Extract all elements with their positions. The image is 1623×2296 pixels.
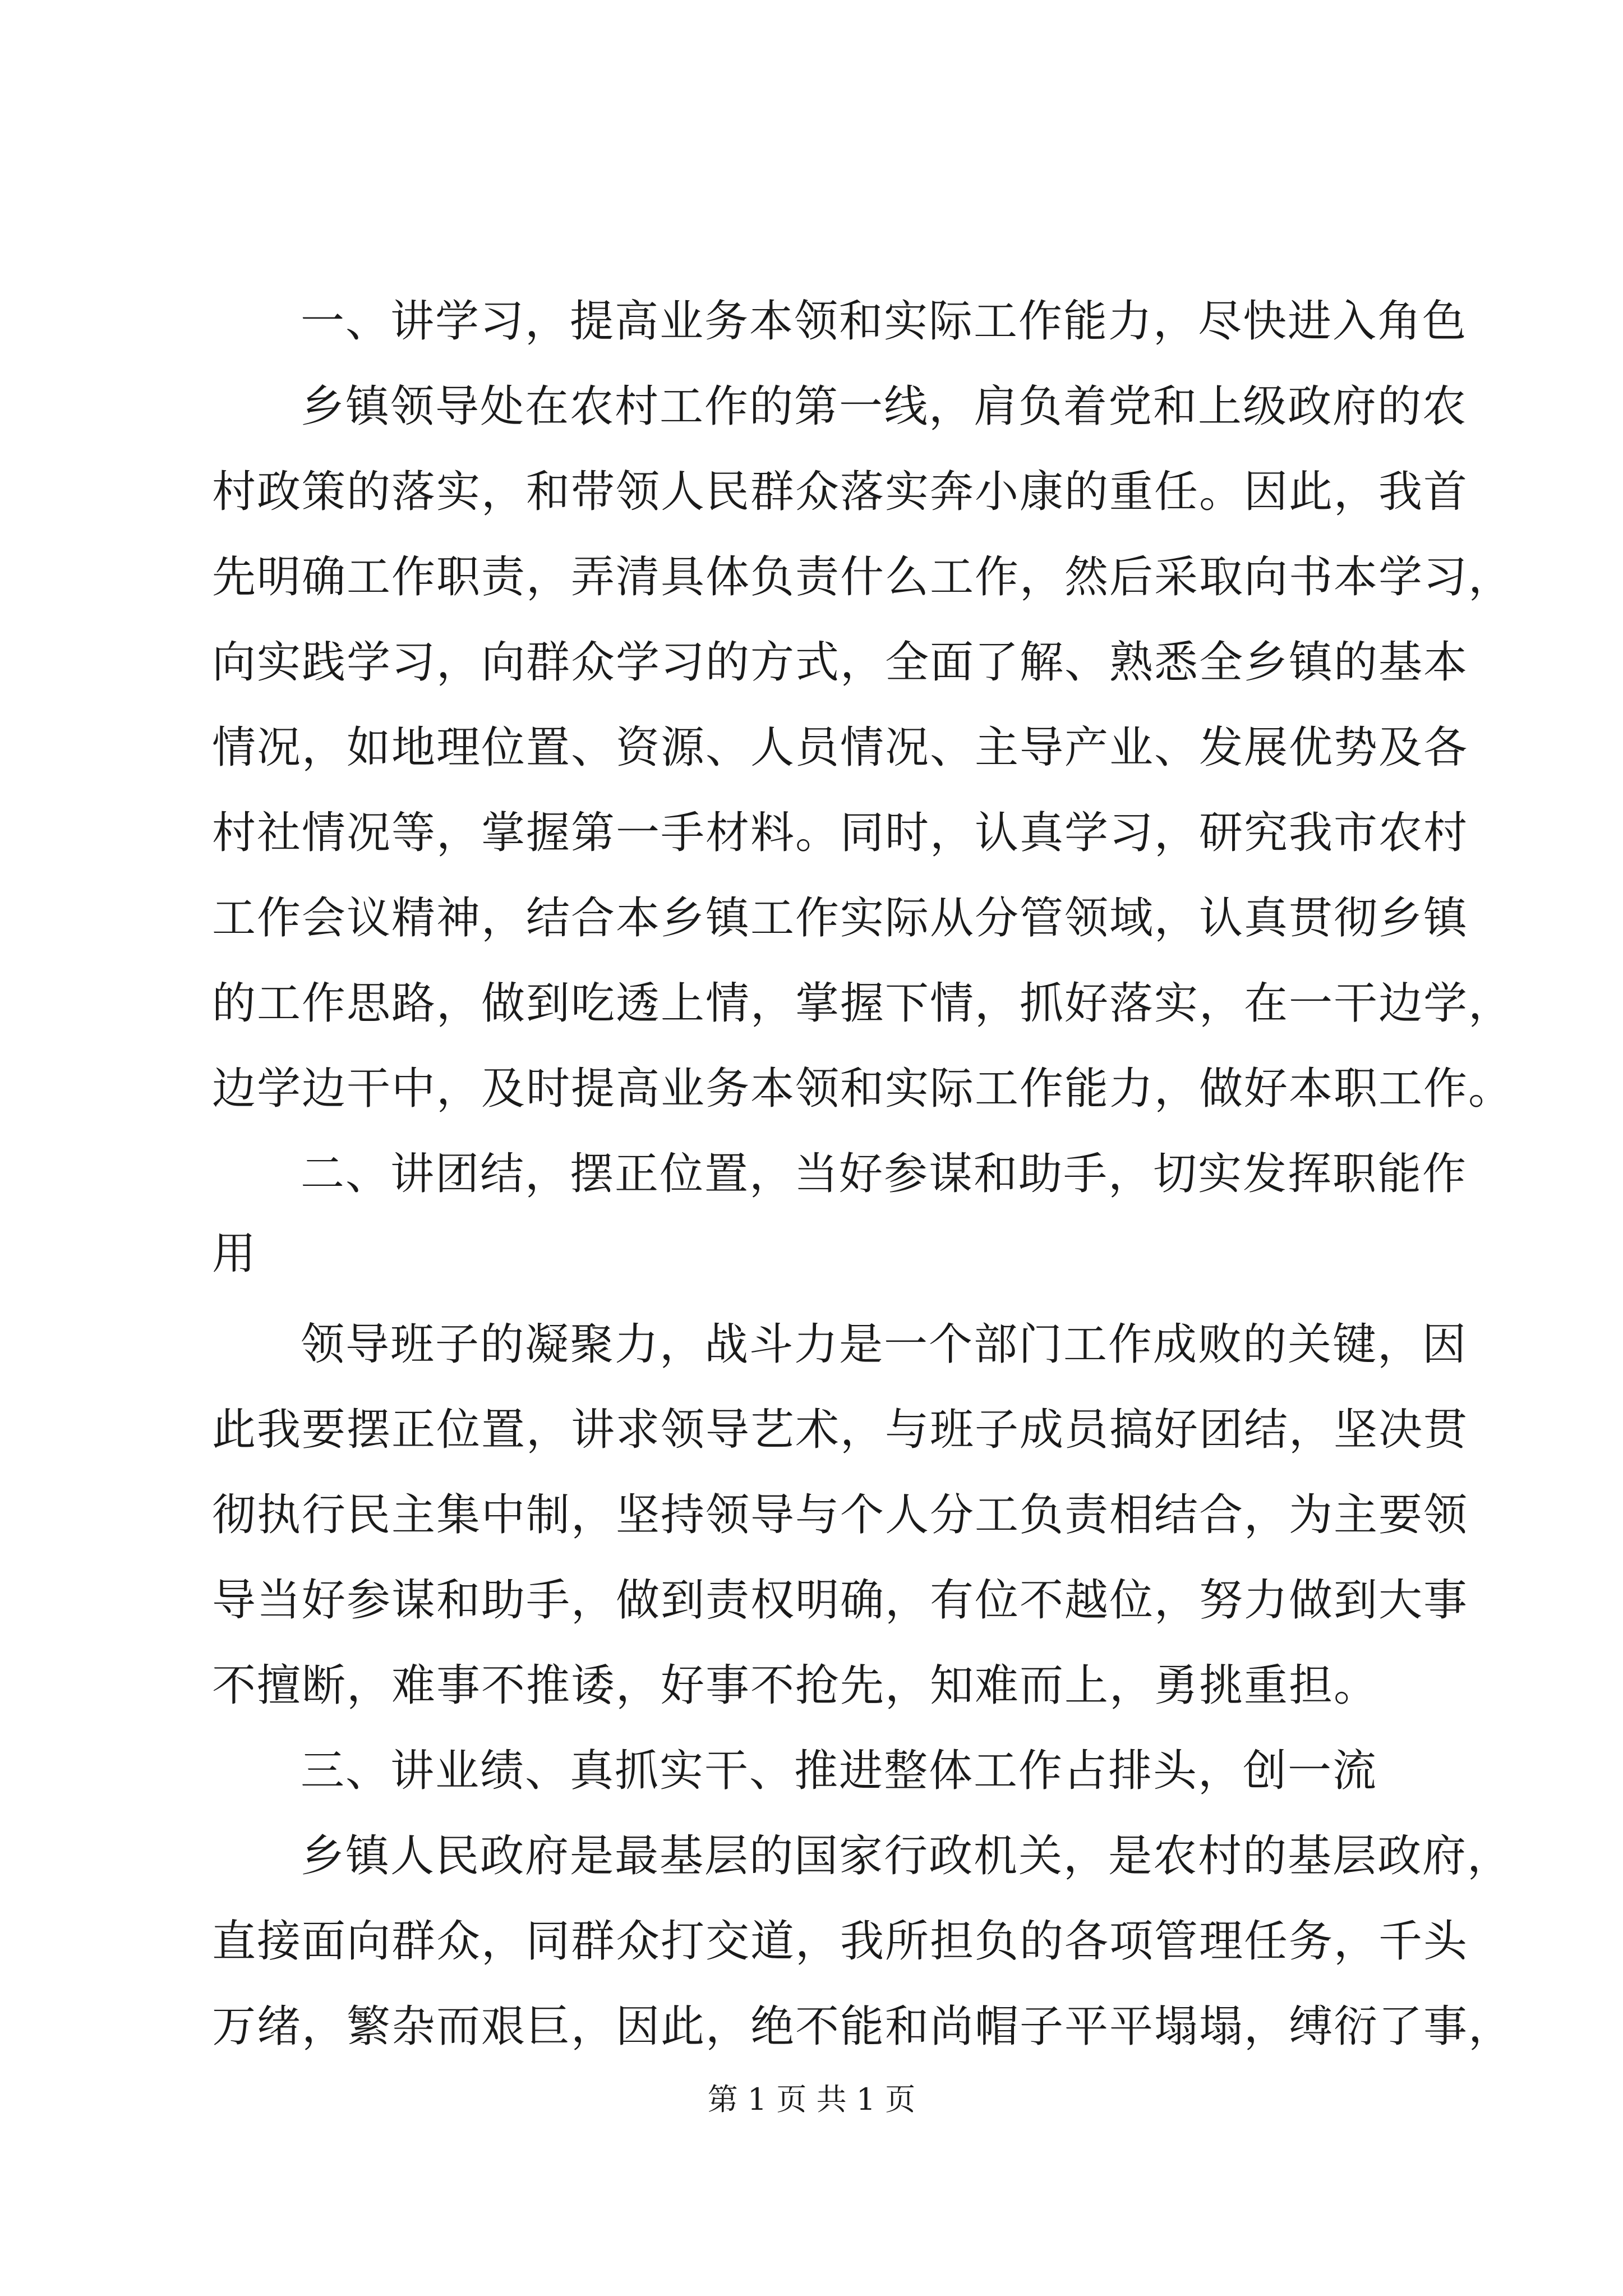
paragraph-line: 村社情况等，掌握第一手材料。同时，认真学习，研究我市农村: [212, 808, 1469, 858]
paragraph-line: 情况，如地理位置、资源、人员情况、主导产业、发展优势及各: [212, 723, 1469, 773]
paragraph-line: 工作会议精神，结合本乡镇工作实际从分管领域，认真贯彻乡镇: [212, 893, 1469, 944]
paragraph-line: 边学边干中，及时提高业务本领和实际工作能力，做好本职工作。: [212, 1064, 1514, 1114]
paragraph-line: 村政策的落实，和带领人民群众落实奔小康的重任。因此，我首: [212, 467, 1469, 517]
paragraph-line: 导当好参谋和助手，做到责权明确，有位不越位，努力做到大事: [212, 1575, 1469, 1626]
paragraph-line: 直接面向群众，同群众打交道，我所担负的各项管理任务，千头: [212, 1916, 1469, 1967]
paragraph-line: 万绪，繁杂而艰巨，因此，绝不能和尚帽子平平塌塌，缚衍了事，: [212, 2001, 1514, 2052]
paragraph-line: 乡镇人民政府是最基层的国家行政机关，是农村的基层政府，: [301, 1831, 1513, 1881]
heading-section-2-continuation: 用: [212, 1228, 257, 1279]
paragraph-line: 乡镇领导处在农村工作的第一线，肩负着党和上级政府的农: [301, 381, 1468, 432]
paragraph-line: 不擅断，难事不推诿，好事不抢先，知难而上，勇挑重担。: [212, 1660, 1379, 1711]
paragraph-line: 此我要摆正位置，讲求领导艺术，与班子成员搞好团结，坚决贯: [212, 1405, 1469, 1455]
paragraph-line: 先明确工作职责，弄清具体负责什么工作，然后采取向书本学习，: [212, 552, 1514, 602]
paragraph-line: 的工作思路，做到吃透上情，掌握下情，抓好落实，在一干边学，: [212, 978, 1514, 1029]
heading-section-3: 三、讲业绩、真抓实干、推进整体工作占排头，创一流: [301, 1746, 1378, 1796]
page-number-footer: 第 1 页 共 1 页: [707, 2082, 916, 2117]
paragraph-line: 彻执行民主集中制，坚持领导与个人分工负责相结合，为主要领: [212, 1490, 1469, 1540]
heading-section-2: 二、讲团结，摆正位置，当好参谋和助手，切实发挥职能作: [301, 1149, 1468, 1199]
paragraph-line: 领导班子的凝聚力，战斗力是一个部门工作成败的关键，因: [301, 1319, 1468, 1370]
heading-section-1: 一、讲学习，提高业务本领和实际工作能力，尽快进入角色: [301, 296, 1468, 347]
paragraph-line: 向实践学习，向群众学习的方式，全面了解、熟悉全乡镇的基本: [212, 637, 1469, 688]
